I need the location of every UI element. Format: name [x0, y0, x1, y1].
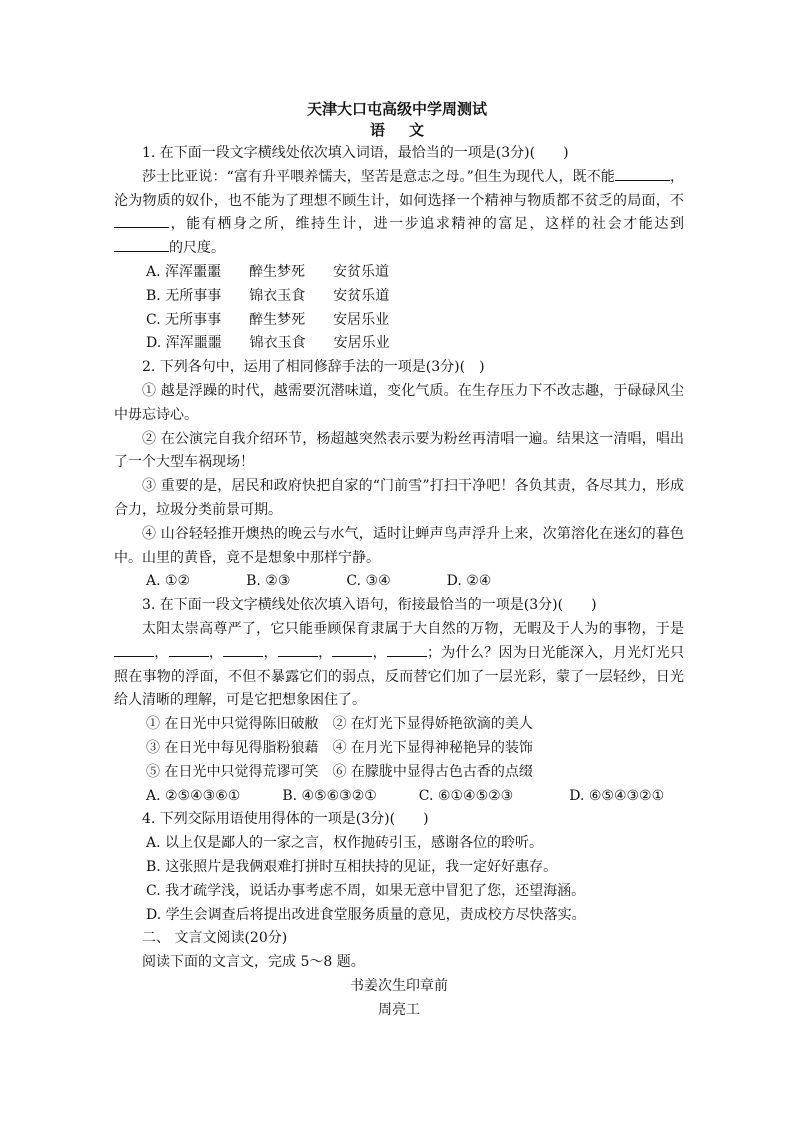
- passage-title: 书姜次生印章前: [350, 977, 448, 994]
- fill-blank: [169, 642, 209, 657]
- q4-stem: 4. 下列交际用语使用得体的一项是(3分)( ): [142, 811, 429, 828]
- q1-option-b: B. 无所事事 锦衣玉食 安贫乐道: [146, 287, 390, 304]
- q1-option-a: A. 浑浑噩噩 醉生梦死 安贫乐道: [146, 263, 390, 280]
- comma: ，: [263, 644, 278, 661]
- q4-option-c: C. 我才疏学浅，说话办事考虑不周，如果无意中冒犯了您，还望海涵。: [146, 882, 586, 899]
- q4-option-d: D. 学生会调查后将提出改进食堂服务质量的意见，责成校方尽快落实。: [146, 906, 586, 923]
- q1-passage-c: ，能有栖身之所，维持生计，进一步追求精神的富足，这样的社会才能达到: [169, 216, 684, 233]
- q1-passage-b: ，沦为物质的奴仆，也不能为了理想不顾生计，如何选择一个精神与物质都不贫乏的局面，不: [114, 168, 685, 209]
- q3-row-3: ⑤ 在日光中只觉得荒谬可笑 ⑥ 在朦胧中显得古色古香的点缀: [146, 763, 533, 780]
- comma: ，: [317, 644, 333, 661]
- q2-item-2: ② 在公演完自我介绍环节，杨超越突然表示要为粉丝再清唱一遍。结果这一清唱，唱出了一个大型车祸现场！: [114, 430, 684, 471]
- fill-blank: [615, 166, 670, 181]
- q3-passage-b: ；为什么？因为日光能深入，月光灯光只照在事物的浮面，不但不暴露它们的弱点，反而替它们加了一层光彩，蒙了一层轻纱，日光给人清晰的理解，可是它把想象困住了。: [114, 644, 685, 709]
- q2-item-1: ① 越是浮躁的时代，越需要沉潜味道，变化气质。在生存压力下不改志趣，于碌碌风尘中毋忘诗心。: [114, 382, 684, 423]
- exam-content: [114, 142, 684, 1022]
- q3-passage-a: 太阳太崇高尊严了，它只能垂顾保育隶属于大自然的万物，无暇及于人为的事物，于是: [142, 620, 684, 637]
- q1-option-d: D. 浑浑噩噩 锦衣玉食 安居乐业: [146, 335, 390, 352]
- q1-passage-a: 莎士比亚说：“富有升平喂养懦夫，坚苦是意志之母。”但生为现代人，既不能: [142, 168, 615, 185]
- fill-blank: [332, 642, 372, 657]
- q3-stem: 3. 在下面一段文字横线处依次填入语句，衔接最恰当的一项是(3分)( ): [142, 597, 597, 614]
- q1-option-c: C. 无所事事 醉生梦死 安居乐业: [146, 311, 390, 328]
- fill-blank: [223, 642, 263, 657]
- q2-item-4: ④ 山谷轻轻推开燠热的晚云与水气，适时让蝉声鸟声浮升上来，次第溶化在迷幻的暮色中。山里的黄昏，竟不是想象中那样宁静。: [114, 525, 684, 566]
- fill-blank: [278, 642, 318, 657]
- comma: ，: [372, 644, 387, 661]
- q1-passage: [114, 166, 684, 261]
- q2-item-3: ③ 重要的是，居民和政府快把自家的“门前雪”打扫干净吧！各负其责，各尽其力，形成合力，垃圾分类前景可期。: [114, 478, 684, 518]
- passage-author: 周亮工: [378, 1001, 420, 1018]
- q4-option-b: B. 这张照片是我俩艰难打拼时互相扶持的见证，我一定好好惠存。: [146, 858, 558, 875]
- fill-blank: [387, 642, 427, 657]
- q1-stem: 1. 在下面一段文字横线处依次填入词语，最恰当的一项是(3分)( ): [142, 145, 569, 161]
- comma: ，: [208, 644, 224, 661]
- fill-blank: [114, 237, 169, 252]
- section-heading: 二、 文言文阅读(20分): [142, 930, 288, 947]
- comma: ，: [154, 644, 169, 661]
- q3-row-1: ① 在日光中只觉得陈旧破敝 ② 在灯光下显得娇艳欲滴的美人: [146, 716, 533, 733]
- q3-row-2: ③ 在日光中每见得脂粉狼藉 ④ 在月光下显得神秘艳异的装饰: [146, 739, 533, 756]
- section-instruction: 阅读下面的文言文，完成 5～8 题。: [142, 954, 365, 971]
- q1-passage-d: 的尺度。: [169, 240, 225, 257]
- subject-title: 语文: [369, 121, 448, 139]
- page-title: 天津大口屯高级中学周测试: [306, 100, 487, 118]
- fill-blank: [114, 642, 154, 657]
- q4-option-a: A. 以上仅是鄙人的一家之言，权作抛砖引玉，感谢各位的聆听。: [146, 835, 544, 852]
- q3-passage: [114, 618, 684, 713]
- q2-options: A. ①② B. ②③ C. ③④ D. ②④: [146, 573, 492, 590]
- q3-options: A. ②⑤④③⑥① B. ④⑤⑥③②① C. ⑥①④⑤②③ D. ⑥⑤④③②①: [146, 787, 665, 804]
- fill-blank: [114, 213, 169, 228]
- q2-stem: 2. 下列各句中，运用了相同修辞手法的一项是(3分)( ): [142, 359, 485, 376]
